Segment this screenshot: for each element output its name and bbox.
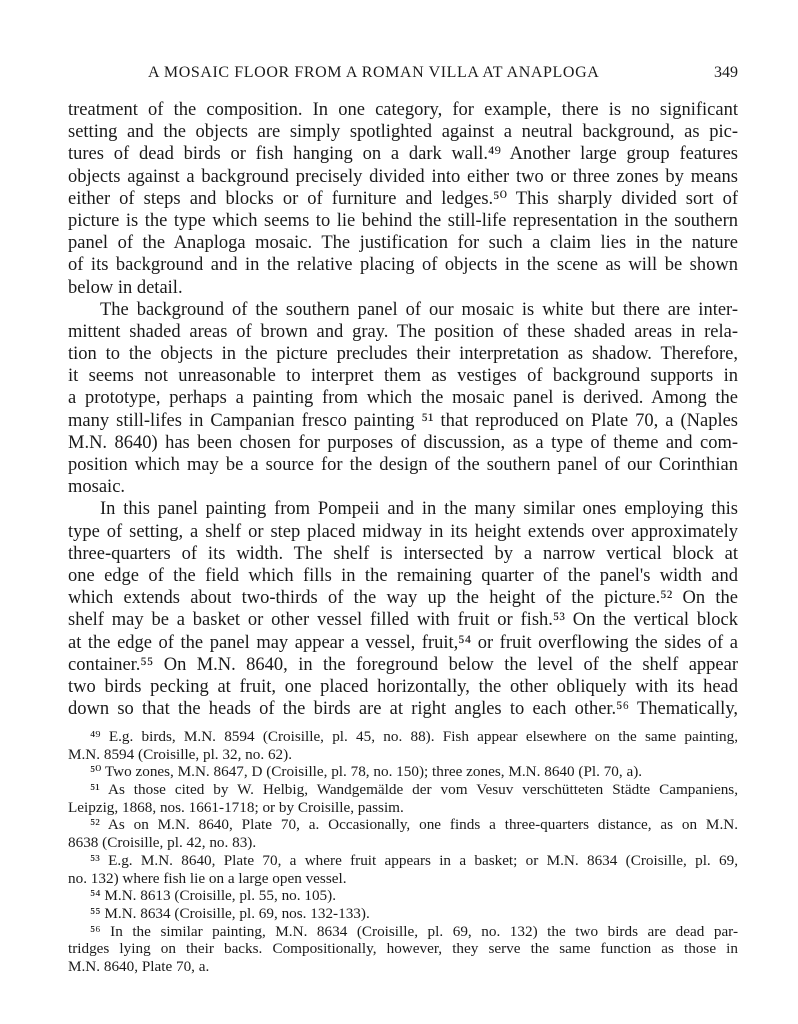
page-number: 349 <box>714 64 738 81</box>
body-text <box>68 99 738 720</box>
footnote-line: Leipzig, 1868, nos. 1661-1718; or by Croisille, passim. <box>68 798 404 816</box>
footnote-line: ⁴⁹ E.g. birds, M.N. 8594 (Croisille, pl. 45, no. 88). Fish appear elsewhere on the same painting, <box>90 728 738 745</box>
text-line: treatment of the composition. In one category, for example, there is no significant <box>68 100 738 120</box>
text-line: picture is the type which seems to lie behind the still-life representation in the southern <box>68 210 738 231</box>
text-line: mittent shaded areas of brown and gray. The position of these shaded areas in rela- <box>68 321 738 342</box>
paragraph <box>68 99 738 299</box>
text-line: either of steps and blocks or of furniture and ledges.⁵⁰ This sharply divided sort of <box>68 188 738 209</box>
text-line: position which may be a source for the design of the southern panel of our Corinthian <box>68 455 738 475</box>
page-header <box>68 64 738 86</box>
footnote-line: ⁵¹ As those cited by W. Helbig, Wandgemälde der vom Vesuv verschütteten Städte Campaniens, <box>90 781 738 799</box>
footnote <box>68 816 738 851</box>
text-line: tion to the objects in the picture precludes their interpretation as shadow. Therefore, <box>68 344 738 365</box>
text-line: type of setting, a shelf or step placed midway in its height extends over approximately <box>68 521 738 542</box>
text-line: a prototype, perhaps a painting from which the mosaic panel is derived. Among the <box>68 388 738 409</box>
footnote <box>68 781 738 816</box>
text-line: mosaic. <box>68 477 126 498</box>
footnote-line: ⁵⁴ M.N. 8613 (Croisille, pl. 55, no. 105). <box>90 887 336 905</box>
text-line: setting and the objects are simply spotlighted against a neutral background, as pic- <box>68 122 738 143</box>
footnote <box>68 887 738 905</box>
text-line: two birds pecking at fruit, one placed horizontally, the other obliquely with its head <box>68 676 738 697</box>
footnote <box>68 728 738 763</box>
paragraph <box>68 498 738 720</box>
footnote-line: M.N. 8640, Plate 70, a. <box>68 957 210 975</box>
text-line: shelf may be a basket or other vessel filled with fruit or fish.⁵³ On the vertical block <box>68 610 738 631</box>
footnotes <box>68 728 738 976</box>
text-line: three-quarters of its width. The shelf is intersected by a narrow vertical block at <box>68 543 738 564</box>
text-line: below in detail. <box>68 277 183 298</box>
footnote-line: M.N. 8594 (Croisille, pl. 32, no. 62). <box>68 745 293 763</box>
text-line: container.⁵⁵ On M.N. 8640, in the foreground below the level of the shelf appear <box>68 654 738 675</box>
text-line: many still-lifes in Campanian fresco painting ⁵¹ that reproduced on Plate 70, a (Naples <box>68 410 738 431</box>
footnote-line: no. 132) where fish lie on a large open vessel. <box>68 869 347 887</box>
footnote-line: ⁵² As on M.N. 8640, Plate 70, a. Occasionally, one finds a three-quarters distance, as on M.N. <box>90 816 738 834</box>
paragraph <box>68 299 738 499</box>
footnote-line: ⁵⁰ Two zones, M.N. 8647, D (Croisille, pl. 78, no. 150); three zones, M.N. 8640 (Pl. 70, a). <box>90 763 643 781</box>
footnote <box>68 923 738 976</box>
text-line: at the edge of the panel may appear a vessel, fruit,⁵⁴ or fruit overflowing the sides of a <box>68 632 738 653</box>
text-line: it seems not unreasonable to interpret them as vestiges of background supports in <box>68 366 738 387</box>
text-line: In this panel painting from Pompeii and in the many similar ones employing this <box>100 499 738 520</box>
text-line: panel of the Anaploga mosaic. The justification for such a claim lies in the nature <box>68 233 738 254</box>
footnote <box>68 852 738 887</box>
text-line: which extends about two-thirds of the way up the height of the picture.⁵² On the <box>68 588 738 609</box>
text-line: The background of the southern panel of our mosaic is white but there are inter- <box>100 299 738 320</box>
text-line: M.N. 8640) has been chosen for purposes of discussion, as a type of theme and com- <box>68 432 738 453</box>
text-line: of its background and in the relative placing of objects in the scene as will be shown <box>68 255 738 276</box>
running-title: A MOSAIC FLOOR FROM A ROMAN VILLA AT ANAPLOGA <box>148 64 600 81</box>
footnote-line: ⁵⁵ M.N. 8634 (Croisille, pl. 69, nos. 132-133). <box>90 904 370 922</box>
footnote-line: ⁵⁶ In the similar painting, M.N. 8634 (Croisille, pl. 69, no. 132) the two birds are dead par- <box>90 922 738 940</box>
text-line: tures of dead birds or fish hanging on a dark wall.⁴⁹ Another large group features <box>68 144 738 165</box>
text-line: one edge of the field which fills in the remaining quarter of the panel's width and <box>68 565 738 586</box>
footnote-line: 8638 (Croisille, pl. 42, no. 83). <box>68 834 257 852</box>
footnote-line: ⁵³ E.g. M.N. 8640, Plate 70, a where fruit appears in a basket; or M.N. 8634 (Croisille, pl. 69, <box>90 851 738 869</box>
text-line: down so that the heads of the birds are at right angles to each other.⁵⁶ Thematically, <box>68 699 738 720</box>
footnote <box>68 905 738 923</box>
text-line: objects against a background precisely divided into either two or three zones by means <box>68 166 738 187</box>
footnote-line: tridges lying on their backs. Compositionally, however, they serve the same function as those in <box>68 940 738 958</box>
footnote <box>68 763 738 781</box>
